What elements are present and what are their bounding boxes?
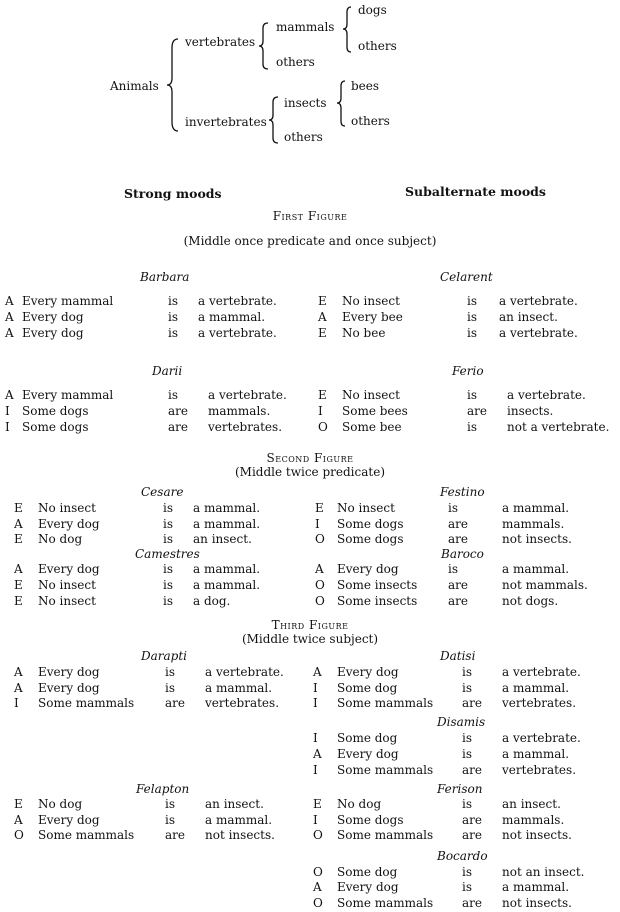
premise-copula: is [462, 681, 472, 695]
premise-predicate: an insect. [205, 797, 264, 811]
premise-letter: E [318, 388, 327, 402]
tree-others-d: others [284, 130, 323, 144]
heading-third-figure: Third Figure [271, 618, 349, 632]
premise-copula: is [462, 731, 472, 745]
premise-copula: are [168, 420, 188, 434]
premise-predicate: not a vertebrate. [507, 420, 610, 434]
premise-copula: is [163, 532, 173, 546]
mood-title-felapton: Felapton [136, 782, 190, 796]
premise-letter: E [318, 326, 327, 340]
premise-subject: Every dog [337, 880, 399, 894]
premise-letter: I [14, 696, 19, 710]
premise-predicate: an insect. [499, 310, 558, 324]
premise-predicate: not mammals. [502, 578, 588, 592]
premise-copula: is [163, 578, 173, 592]
premise-predicate: not insects. [502, 896, 572, 910]
tree-others-b: others [276, 55, 315, 69]
mood-title-barbara: Barbara [140, 270, 190, 284]
premise-predicate: a mammal. [193, 517, 261, 531]
premise-subject: Some mammals [38, 828, 135, 842]
brace-vertebrates [258, 22, 270, 70]
premise-predicate: a mammal. [502, 747, 570, 761]
tree-others-a: others [358, 39, 397, 53]
heading-strong-moods: Strong moods [124, 186, 222, 201]
premise-letter: E [315, 501, 324, 515]
premise-subject: Every dog [38, 681, 100, 695]
premise-predicate: a mammal. [193, 562, 261, 576]
premise-letter: I [5, 404, 10, 418]
first-figure-note: (Middle once predicate and once subject) [183, 234, 437, 248]
premise-copula: is [467, 310, 477, 324]
premise-predicate: vertebrates. [502, 696, 577, 710]
premise-subject: Some dogs [337, 813, 404, 827]
premise-letter: I [313, 681, 318, 695]
premise-predicate: mammals. [502, 517, 565, 531]
premise-predicate: a vertebrate. [502, 731, 581, 745]
premise-subject: No dog [38, 797, 83, 811]
premise-copula: is [462, 665, 472, 679]
premise-letter: O [313, 828, 323, 842]
premise-predicate: a dog. [193, 594, 231, 608]
premise-subject: No insect [337, 501, 395, 515]
premise-subject: No dog [337, 797, 382, 811]
premise-copula: is [163, 594, 173, 608]
premise-letter: A [313, 665, 322, 679]
premise-letter: O [315, 578, 325, 592]
premise-letter: I [313, 813, 318, 827]
premise-subject: Some insects [337, 594, 418, 608]
premise-copula: is [467, 388, 477, 402]
mood-title-ferio: Ferio [452, 364, 484, 378]
premise-subject: Every dog [38, 562, 100, 576]
premise-copula: is [467, 294, 477, 308]
premise-predicate: vertebrates. [502, 763, 577, 777]
premise-predicate: not insects. [502, 828, 572, 842]
tree-mammals: mammals [276, 20, 335, 34]
premise-predicate: a mammal. [502, 880, 570, 894]
premise-predicate: a mammal. [205, 813, 273, 827]
premise-copula: is [168, 294, 178, 308]
premise-copula: are [448, 578, 468, 592]
premise-subject: Some dogs [337, 532, 404, 546]
premise-letter: A [315, 562, 324, 576]
premise-letter: A [318, 310, 327, 324]
premise-copula: are [462, 828, 482, 842]
premise-predicate: vertebrates. [208, 420, 283, 434]
mood-title-baroco: Baroco [441, 547, 484, 561]
mood-title-ferison: Ferison [437, 782, 483, 796]
premise-subject: Every dog [337, 747, 399, 761]
premise-subject: Some dog [337, 681, 398, 695]
premise-letter: A [5, 388, 14, 402]
premise-copula: are [462, 813, 482, 827]
mood-title-camestres: Camestres [135, 547, 200, 561]
premise-letter: E [14, 797, 23, 811]
premise-subject: Every dog [38, 517, 100, 531]
premise-copula: are [165, 696, 185, 710]
premise-predicate: a vertebrate. [507, 388, 586, 402]
premise-letter: I [313, 763, 318, 777]
premise-copula: are [448, 532, 468, 546]
premise-predicate: mammals. [502, 813, 565, 827]
premise-predicate: insects. [507, 404, 554, 418]
tree-invertebrates: invertebrates [185, 115, 267, 129]
premise-copula: is [168, 310, 178, 324]
premise-copula: is [467, 326, 477, 340]
premise-predicate: a vertebrate. [208, 388, 287, 402]
premise-letter: A [14, 681, 23, 695]
premise-letter: E [14, 501, 23, 515]
premise-predicate: an insect. [193, 532, 252, 546]
premise-copula: is [165, 665, 175, 679]
premise-letter: A [5, 310, 14, 324]
premise-letter: E [313, 797, 322, 811]
premise-copula: is [163, 501, 173, 515]
premise-letter: A [5, 326, 14, 340]
premise-letter: O [313, 896, 323, 910]
premise-subject: Some mammals [337, 828, 434, 842]
premise-copula: are [462, 696, 482, 710]
tree-vertebrates: vertebrates [185, 35, 256, 49]
premise-letter: E [14, 532, 23, 546]
premise-subject: No dog [38, 532, 83, 546]
premise-letter: A [14, 517, 23, 531]
premise-subject: Every dog [337, 562, 399, 576]
premise-predicate: a mammal. [502, 681, 570, 695]
premise-letter: I [313, 731, 318, 745]
premise-copula: is [448, 562, 458, 576]
premise-subject: Some dogs [22, 404, 89, 418]
premise-copula: are [165, 828, 185, 842]
tree-others-c: others [351, 114, 390, 128]
premise-letter: O [318, 420, 328, 434]
mood-title-festino: Festino [440, 485, 485, 499]
mood-title-celarent: Celarent [440, 270, 493, 284]
premise-letter: I [5, 420, 10, 434]
premise-letter: A [313, 747, 322, 761]
premise-copula: is [467, 420, 477, 434]
premise-predicate: a vertebrate. [499, 294, 578, 308]
premise-predicate: not insects. [502, 532, 572, 546]
premise-copula: are [168, 404, 188, 418]
premise-predicate: a vertebrate. [198, 326, 277, 340]
premise-letter: A [313, 880, 322, 894]
premise-subject: Some dogs [22, 420, 89, 434]
premise-predicate: a mammal. [502, 562, 570, 576]
premise-copula: is [168, 326, 178, 340]
premise-copula: is [165, 813, 175, 827]
premise-predicate: a vertebrate. [502, 665, 581, 679]
premise-subject: No insect [38, 594, 96, 608]
premise-copula: is [163, 562, 173, 576]
premise-subject: Some dogs [337, 517, 404, 531]
premise-predicate: mammals. [208, 404, 271, 418]
premise-subject: Every dog [22, 310, 84, 324]
tree-root: Animals [110, 79, 159, 93]
premise-predicate: a mammal. [198, 310, 266, 324]
heading-subalternate-moods: Subalternate moods [405, 184, 546, 199]
premise-letter: A [5, 294, 14, 308]
heading-first-figure: First Figure [272, 209, 348, 223]
premise-copula: is [163, 517, 173, 531]
premise-subject: Some insects [337, 578, 418, 592]
premise-copula: are [467, 404, 487, 418]
premise-subject: No insect [38, 501, 96, 515]
premise-copula: are [448, 594, 468, 608]
premise-subject: No bee [342, 326, 386, 340]
premise-letter: O [315, 532, 325, 546]
second-figure-note: (Middle twice predicate) [234, 465, 385, 479]
premise-subject: Every mammal [22, 388, 114, 402]
premise-predicate: a vertebrate. [205, 665, 284, 679]
premise-copula: are [462, 763, 482, 777]
tree-insects: insects [284, 96, 327, 110]
brace-invertebrates [268, 96, 280, 144]
premise-letter: O [14, 828, 24, 842]
premise-subject: Some dog [337, 731, 398, 745]
premise-predicate: a vertebrate. [198, 294, 277, 308]
premise-subject: Every dog [337, 665, 399, 679]
premise-subject: Some mammals [337, 763, 434, 777]
premise-subject: Every dog [38, 665, 100, 679]
mood-title-datisi: Datisi [440, 649, 476, 663]
premise-subject: Some mammals [337, 696, 434, 710]
mood-title-darii: Darii [152, 364, 183, 378]
premise-predicate: an insect. [502, 797, 561, 811]
premise-copula: is [165, 797, 175, 811]
tree-dogs: dogs [358, 3, 387, 17]
brace-mammals [342, 6, 353, 53]
premise-letter: A [14, 562, 23, 576]
premise-letter: O [313, 865, 323, 879]
heading-second-figure: Second Figure [266, 451, 354, 465]
premise-predicate: not insects. [205, 828, 275, 842]
mood-title-disamis: Disamis [437, 715, 486, 729]
premise-subject: Some dog [337, 865, 398, 879]
premise-letter: E [14, 594, 23, 608]
brace-insects [336, 80, 347, 127]
premise-subject: Every dog [38, 813, 100, 827]
premise-copula: is [462, 797, 472, 811]
premise-subject: Some bee [342, 420, 402, 434]
mood-title-darapti: Darapti [141, 649, 188, 663]
premise-copula: are [448, 517, 468, 531]
premise-subject: Some bees [342, 404, 408, 418]
premise-copula: is [168, 388, 178, 402]
premise-predicate: a mammal. [502, 501, 570, 515]
premise-letter: A [14, 665, 23, 679]
premise-subject: Every mammal [22, 294, 114, 308]
premise-letter: I [313, 696, 318, 710]
premise-copula: is [448, 501, 458, 515]
mood-title-cesare: Cesare [141, 485, 184, 499]
premise-letter: I [318, 404, 323, 418]
premise-predicate: not an insect. [502, 865, 585, 879]
premise-letter: I [315, 517, 320, 531]
premise-subject: No insect [342, 388, 400, 402]
mood-title-bocardo: Bocardo [437, 849, 488, 863]
premise-copula: is [462, 865, 472, 879]
premise-copula: is [462, 880, 472, 894]
premise-subject: Every bee [342, 310, 403, 324]
premise-subject: No insect [342, 294, 400, 308]
premise-predicate: a mammal. [193, 578, 261, 592]
premise-predicate: a vertebrate. [499, 326, 578, 340]
premise-subject: Some mammals [38, 696, 135, 710]
premise-letter: O [315, 594, 325, 608]
third-figure-note: (Middle twice subject) [241, 632, 379, 646]
premise-predicate: a mammal. [205, 681, 273, 695]
premise-copula: is [165, 681, 175, 695]
premise-subject: Every dog [22, 326, 84, 340]
premise-subject: Some mammals [337, 896, 434, 910]
premise-predicate: a mammal. [193, 501, 261, 515]
premise-letter: E [14, 578, 23, 592]
premise-subject: No insect [38, 578, 96, 592]
premise-letter: A [14, 813, 23, 827]
tree-bees: bees [351, 79, 380, 93]
premise-copula: are [462, 896, 482, 910]
premise-copula: is [462, 747, 472, 761]
premise-predicate: not dogs. [502, 594, 559, 608]
premise-predicate: vertebrates. [205, 696, 280, 710]
brace-animals [166, 38, 180, 132]
premise-letter: E [318, 294, 327, 308]
